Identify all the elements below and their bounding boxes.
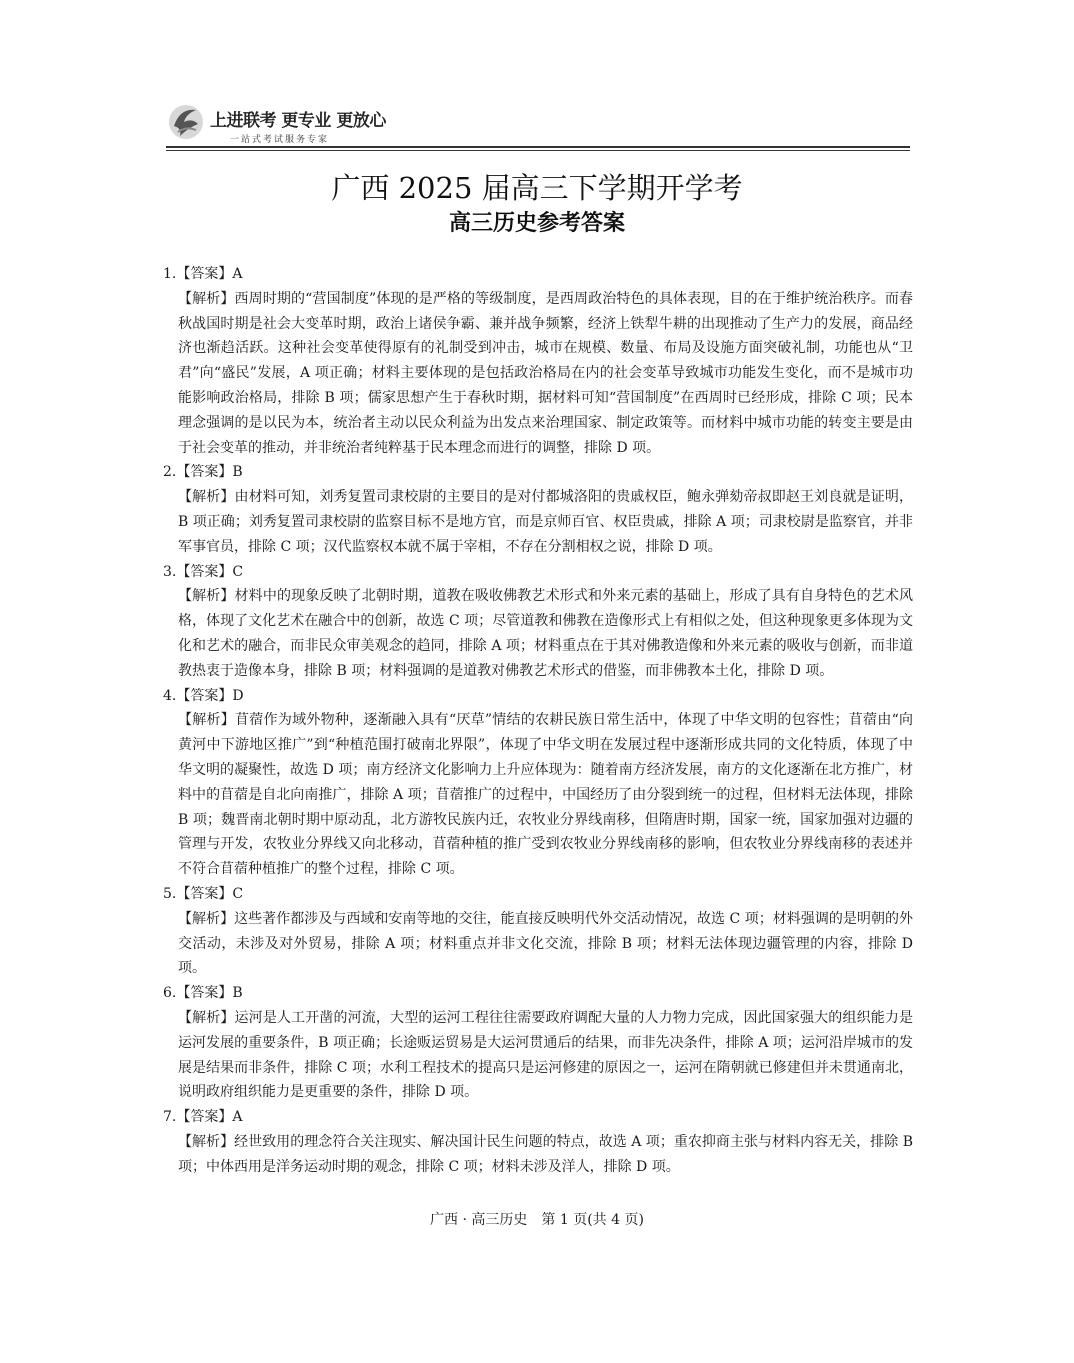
- logo-subtitle: 一站式考试服务专家: [230, 135, 330, 145]
- page-footer: 广西 · 高三历史 第 1 页(共 4 页): [430, 1212, 644, 1228]
- logo-slogan: 上进联考 更专业 更放心: [210, 111, 386, 131]
- explanation-text: 【解析】经世致用的理念符合关注现实、解决国计民生问题的特点，故选 A 项；重农抑商主张与材料内容无关，排除 B 项；中体西用是洋务运动时期的观念，排除 C 项；材料未涉及洋人，排除 D 项。: [178, 1133, 913, 1175]
- answer-line: 5.【答案】C: [163, 885, 244, 902]
- question-item: [163, 262, 913, 460]
- document-subtitle: 高三历史参考答案: [448, 211, 625, 236]
- explanation-text: 【解析】运河是人工开凿的河流，大型的运河工程往往需要政府调配大量的人力物力完成，因此国家强大的组织能力是运河发展的重要条件，B 项正确；长途贩运贸易是大运河贯通后的结果，而非先决条件，排除 A 项；运河沿岸城市的发展是结果而非条件，排除 C 项；水利工程技术的提高只是运河修建的原因之一，运河在隋朝就已修建但并未贯通南北，说明政府组织能力是更重要的条件，排除 D 项。: [178, 1009, 913, 1101]
- header: [166, 100, 910, 154]
- question-item: [163, 882, 913, 981]
- header-rule: [166, 146, 910, 148]
- answer-line: 6.【答案】B: [163, 985, 243, 1002]
- question-item: [163, 1105, 913, 1179]
- answer-line: 2.【答案】B: [163, 464, 243, 481]
- explanation-text: 【解析】西周时期的“营国制度”体现的是严格的等级制度，是西周政治特色的具体表现，目的在于维护统治秩序。而春秋战国时期是社会大变革时期，政治上诸侯争霸、兼并战争频繁，经济上铁犁牛耕的出现推动了生产力的发展，商品经济也渐趋活跃。这种社会变革使得原有的礼制受到冲击，城市在规模、数量、布局及设施方面突破礼制，功能也从“卫君”向“盛民”发展，A 项正确；材料主要体现的是包括政治格局在内的社会变革导致城市功能发生变化，而不是城市功能影响政治格局，排除 B 项；儒家思想产生于春秋时期，据材料可知“营国制度”在西周时已经形成，排除 C 项；民本理念强调的是以民为本，统治者主动以民众利益为出发点来治理国家、制定政策等。而材料中城市功能的转变主要是由于社会变革的推动，并非统治者纯粹基于民本理念而进行的调整，排除 D 项。: [178, 290, 913, 456]
- question-item: [163, 460, 913, 559]
- exam-title: 广西 2025 届高三下学期开学考: [331, 171, 743, 205]
- explanation-text: 【解析】这些著作都涉及与西域和安南等地的交往，能直接反映明代外交活动情况，故选 C 项；材料强调的是明朝的外交活动，未涉及对外贸易，排除 A 项；材料重点并非文化交流，排除 B 项；材料无法体现边疆管理的内容，排除 D 项。: [178, 910, 913, 977]
- answer-line: 4.【答案】D: [163, 687, 244, 704]
- question-item: [163, 981, 913, 1105]
- answer-line: 7.【答案】A: [163, 1109, 243, 1126]
- logo-icon: [166, 102, 206, 142]
- question-item: [163, 560, 913, 684]
- explanation-text: 【解析】由材料可知，刘秀复置司隶校尉的主要目的是对付都城洛阳的贵戚权臣，鲍永弹劾帝叔即赵王刘良就是证明，B 项正确；刘秀复置司隶校尉的监察目标不是地方官，而是京师百官、权臣贵戚，排除 A 项；司隶校尉是监察官，并非军事官员，排除 C 项；汉代监察权本就不属于宰相，不存在分割相权之说，排除 D 项。: [178, 489, 913, 555]
- header-rule-thin: [166, 150, 910, 151]
- explanation-text: 【解析】苜蓿作为域外物种，逐渐融入具有“厌草”情结的农耕民族日常生活中，体现了中华文明的包容性；苜蓿由“向黄河中下游地区推广”到“种植范围打破南北界限”，体现了中华文明在发展过程中逐渐形成共同的文化特质，体现了中华文明的凝聚性，故选 D 项；南方经济文化影响力上升应体现为：随着南方经济发展，南方的文化逐渐在北方推广，材料中的苜蓿是自北向南推广，排除 A 项；苜蓿推广的过程中，中国经历了由分裂到统一的过程，但材料无法体现，排除 B 项；魏晋南北朝时期中原动乱，北方游牧民族内迁，农牧业分界线南移，但隋唐时期，国家一统，国家加强对边疆的管理与开发，农牧业分界线又向北移动，苜蓿种植的推广受到农牧业分界线南移的影响，但农牧业分界线南移的表述并不符合苜蓿种植推广的整个过程，排除 C 项。: [178, 712, 913, 878]
- explanation-text: 【解析】材料中的现象反映了北朝时期，道教在吸收佛教艺术形式和外来元素的基础上，形成了具有自身特色的艺术风格，体现了文化艺术在融合中的创新，故选 C 项；尽管道教和佛教在造像形式上有相似之处，但这种现象更多体现为文化和艺术的融合，而非民众审美观念的趋同，排除 A 项；材料重点在于其对佛教造像和外来元素的吸收与创新，而非道教热衷于造像本身，排除 B 项；材料强调的是道教对佛教艺术形式的借鉴，而非佛教本土化，排除 D 项。: [178, 588, 913, 679]
- answer-line: 1.【答案】A: [163, 266, 243, 282]
- question-item: [163, 684, 913, 882]
- answers-list: [163, 262, 913, 1179]
- answer-line: 3.【答案】C: [163, 563, 244, 580]
